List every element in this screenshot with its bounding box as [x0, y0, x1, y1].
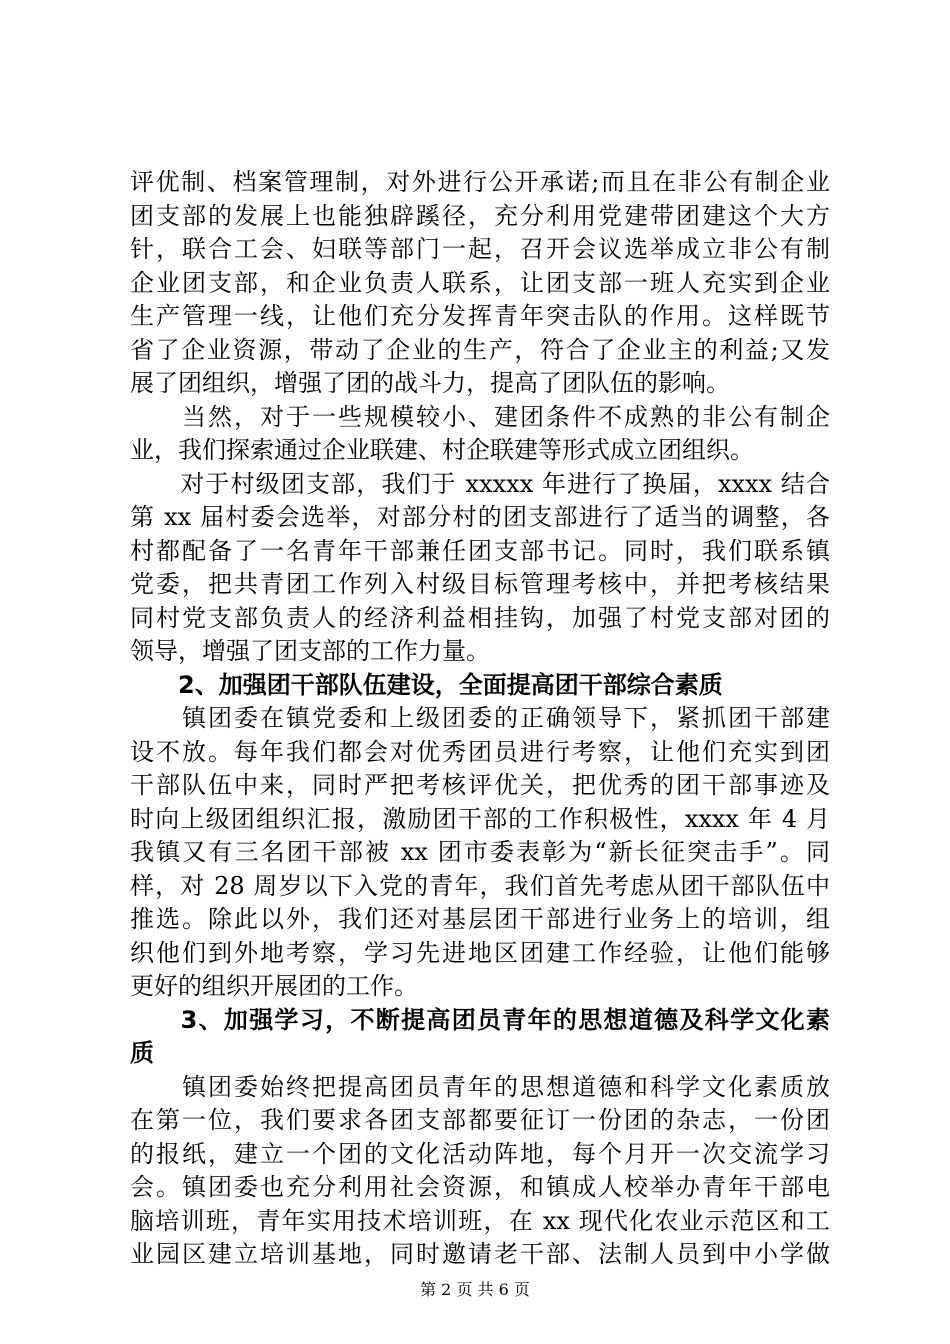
- body-line: 样，对 28 周岁以下入党的青年，我们首先考虑从团干部队伍中: [130, 871, 830, 900]
- body-line: 时向上级团组织汇报，激励团干部的工作积极性，xxxx 年 4 月: [130, 804, 830, 833]
- body-line: 领导，增强了团支部的工作力量。: [130, 637, 490, 665]
- body-line: 党委，把共青团工作列入村级目标管理考核中，并把考核结果: [130, 570, 830, 598]
- body-line: 在第一位，我们要求各团支部都要征订一份团的杂志，一份团: [130, 1106, 830, 1134]
- body-line: 业，我们探索通过企业联建、村企联建等形式成立团组织。: [130, 436, 754, 464]
- document-body: [130, 166, 830, 1272]
- body-line: 省了企业资源，带动了企业的生产，符合了企业主的利益;又发: [130, 335, 830, 364]
- body-line: 镇团委在镇党委和上级团委的正确领导下，紧抓团干部建: [130, 704, 830, 732]
- section-heading: 3、加强学习，不断提高团员青年的思想道德及科学文化素: [130, 1005, 830, 1034]
- body-line: 推选。除此以外，我们还对基层团干部进行业务上的培训，组: [130, 905, 830, 933]
- body-line: 团支部的发展上也能独辟蹊径，充分利用党建带团建这个大方: [130, 201, 830, 230]
- section-heading-cont: 质: [130, 1039, 154, 1067]
- body-line: 设不放。每年我们都会对优秀团员进行考察，让他们充实到团: [130, 737, 830, 766]
- body-line: 更好的组织开展团的工作。: [130, 972, 418, 1000]
- body-line: 业园区建立培训基地，同时邀请老干部、法制人员到中小学做: [130, 1240, 830, 1268]
- body-line: 干部队伍中来，同时严把考核评优关，把优秀的团干部事迹及: [130, 771, 830, 799]
- body-line: 评优制、档案管理制，对外进行公开承诺;而且在非公有制企业: [130, 168, 830, 196]
- body-line: 针，联合工会、妇联等部门一起，召开会议选举成立非公有制: [130, 235, 830, 263]
- body-line: 企业团支部，和企业负责人联系，让团支部一班人充实到企业: [130, 268, 830, 297]
- page-number-footer: 第 2 页 共 6 页: [420, 1280, 530, 1299]
- body-line: 脑培训班，青年实用技术培训班，在 xx 现代化农业示范区和工: [130, 1206, 830, 1235]
- body-line: 村都配备了一名青年干部兼任团支部书记。同时，我们联系镇: [130, 536, 830, 565]
- body-line: 镇团委始终把提高团员青年的思想道德和科学文化素质放: [130, 1072, 830, 1101]
- body-line: 我镇又有三名团干部被 xx 团市委表彰为“新长征突击手”。同: [130, 838, 830, 866]
- body-line: 的报纸，建立一个团的文化活动阵地，每个月开一次交流学习: [130, 1139, 830, 1168]
- body-line: 对于村级团支部，我们于 xxxxx 年进行了换届，xxxx 结合: [130, 469, 830, 498]
- body-line: 生产管理一线，让他们充分发挥青年突击队的作用。这样既节: [130, 302, 830, 330]
- body-line: 织他们到外地考察，学习先进地区团建工作经验，让他们能够: [130, 938, 830, 967]
- section-heading: 2、加强团干部队伍建设，全面提高团干部综合素质: [130, 670, 723, 699]
- body-line: 展了团组织，增强了团的战斗力，提高了团队伍的影响。: [130, 369, 730, 397]
- body-line: 同村党支部负责人的经济利益相挂钩，加强了村党支部对团的: [130, 603, 830, 632]
- body-line: 第 xx 届村委会选举，对部分村的团支部进行了适当的调整，各: [130, 503, 830, 531]
- body-line: 当然，对于一些规模较小、建团条件不成熟的非公有制企: [130, 402, 830, 431]
- body-line: 会。镇团委也充分利用社会资源，和镇成人校举办青年干部电: [130, 1173, 830, 1201]
